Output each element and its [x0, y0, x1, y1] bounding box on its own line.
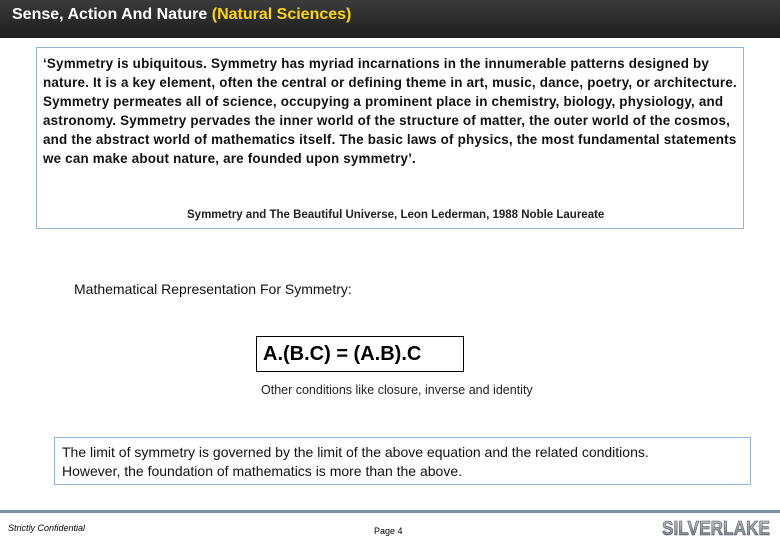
footer-confidential: Strictly Confidential [8, 523, 86, 533]
equation-box: A.(B.C) = (A.B).C [256, 336, 464, 372]
quote-text: ‘Symmetry is ubiquitous. Symmetry has myriad incarnations in the innumerable patterns designed by nature. It is a key element, often the central or defining theme in art, music, dance, poetry, or architecture. Symmetry permeates all of science, occupying a prominent place in chemistry, biology, physiology, and astronomy. Symmetry pervades the inner world of the structure of matter, the outer world of the cosmos, and the abstract world of mathematics itself. The basic laws of physics, the most fundamental statements we can make about nature, are founded upon symmetry’. [43, 56, 737, 166]
svg-text:SILVERLAKE: SILVERLAKE [662, 518, 770, 540]
silverlake-logo-image [660, 516, 772, 538]
quote-attribution: Symmetry and The Beautiful Universe, Leon Lederman, 1988 Noble Laureate [187, 209, 605, 221]
quote-box [36, 47, 744, 229]
limit-note-line-1: The limit of symmetry is governed by the limit of the above equation and the related conditions. [62, 444, 649, 460]
conditions-note: Other conditions like closure, inverse and identity [261, 383, 533, 397]
silverlake-logo [660, 516, 772, 543]
slide-title [0, 0, 780, 38]
footer-page-number: Page 4 [374, 526, 403, 536]
limit-note-box [54, 437, 751, 485]
slide-title-accent: (Natural Sciences) [211, 6, 352, 23]
footer-divider [0, 510, 780, 513]
slide-title-main: Sense, Action And Nature [12, 6, 208, 23]
limit-note-line-2: However, the foundation of mathematics is more than the above. [62, 463, 463, 479]
math-heading: Mathematical Representation For Symmetry: [74, 281, 352, 297]
